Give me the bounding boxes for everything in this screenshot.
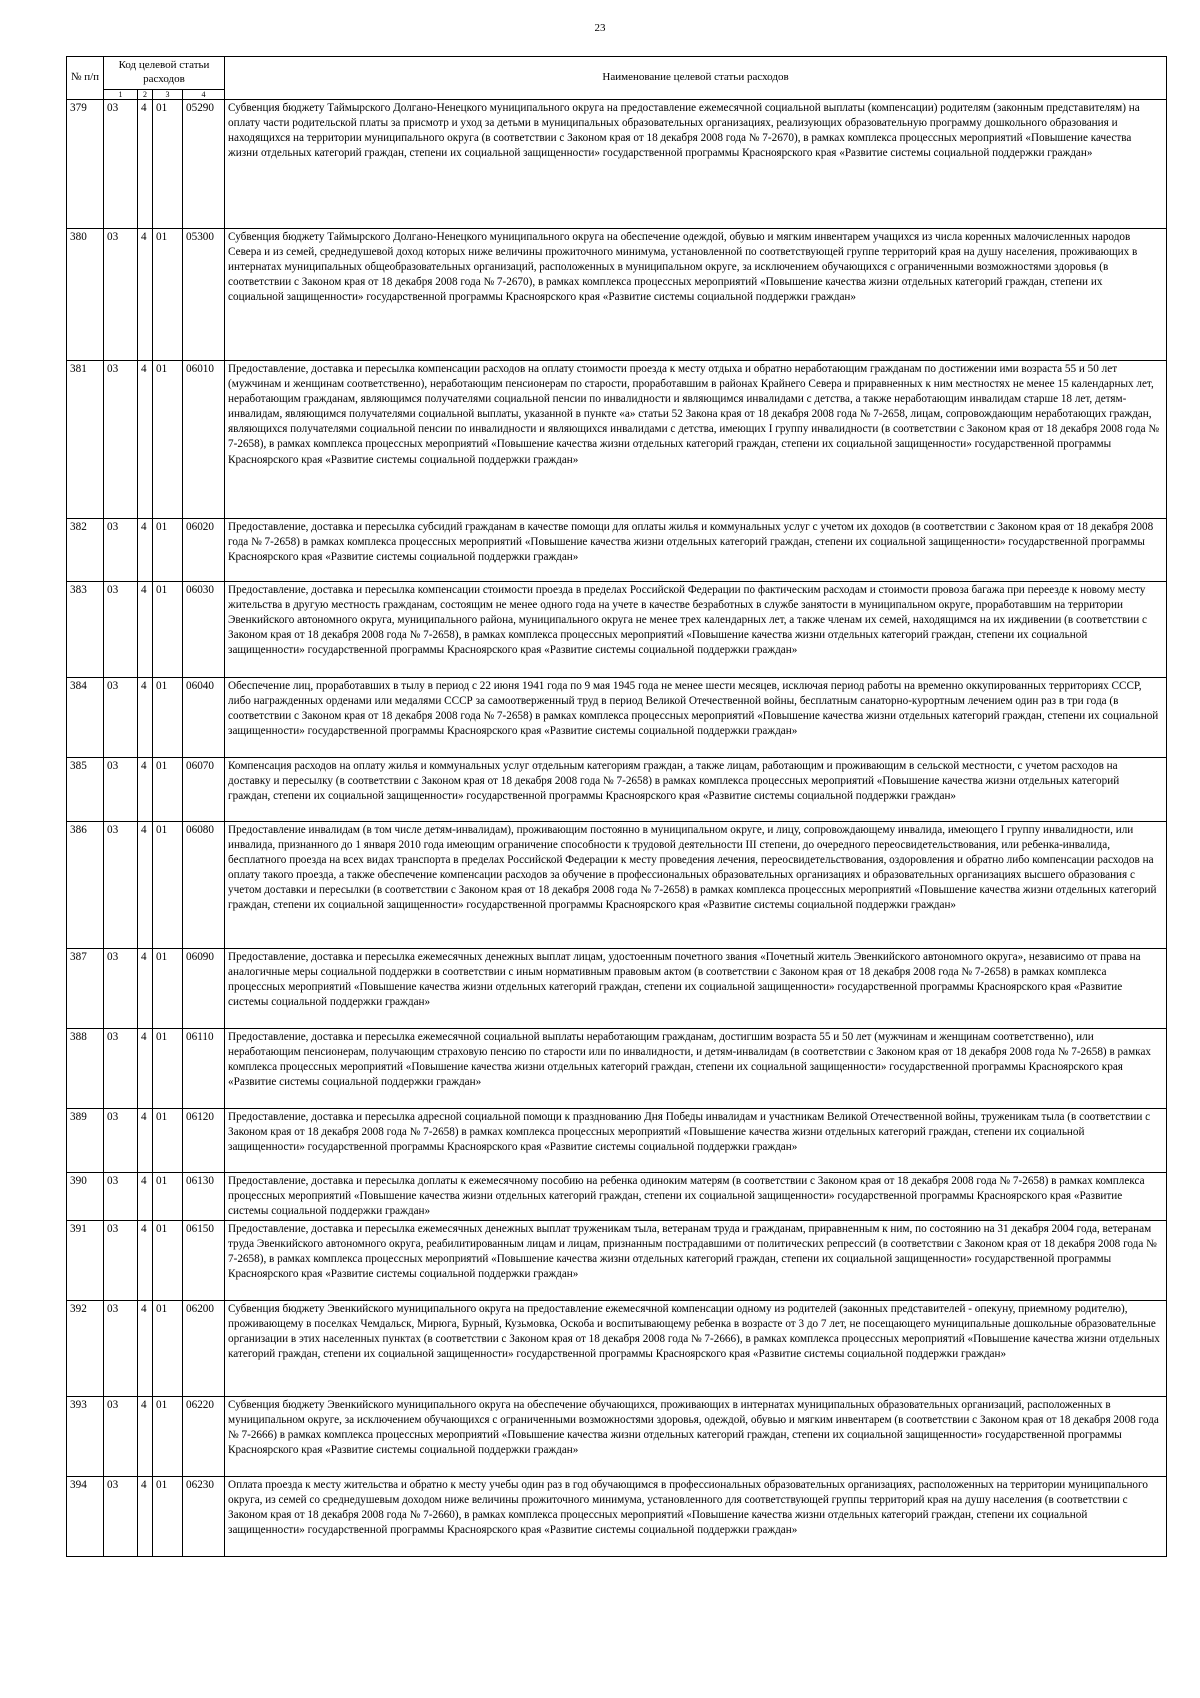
header-col-number: 4 [183, 90, 225, 100]
code-part-3: 01 [153, 1397, 183, 1477]
header-col-number: 3 [153, 90, 183, 100]
code-part-2: 4 [138, 100, 153, 229]
code-part-2: 4 [138, 1397, 153, 1477]
code-part-4: 06220 [183, 1397, 225, 1477]
code-part-1: 03 [104, 1397, 138, 1477]
code-part-3: 01 [153, 1477, 183, 1557]
code-part-4: 06080 [183, 822, 225, 949]
code-part-1: 03 [104, 229, 138, 361]
row-description: Компенсация расходов на оплату жилья и коммунальных услуг отдельным категориям граждан, а также лицам, работающим и проживающим в сельской местности, с учетом расходов на доставку и пересылку (в соответствии с Законом края от 18 декабря 2008 года № 7-2658) в рамках комплекса процессных мероприятий «Повышение качества жизни отдельных категорий граждан, степени их социальной защищенности» государственной программы Красноярского края «Развитие системы социальной поддержки граждан» [225, 758, 1167, 822]
code-part-2: 4 [138, 1221, 153, 1301]
code-part-4: 06030 [183, 582, 225, 678]
code-part-3: 01 [153, 229, 183, 361]
row-description: Субвенция бюджету Эвенкийского муниципального округа на предоставление ежемесячной компенсации одному из родителей (законных представителей - опекуну, приемному родителю), проживающему в поселках Чемдальск, Мирюга, Бурный, Кузьмовка, Оскоба и воспитывающему ребенка в возрасте от 3 до 7 лет, не посещающего муниципальные дошкольные образовательные организации в этих населенных пунктах (в соответствии с Законом края от 18 декабря 2008 года № 7-2666), в рамках комплекса процессных мероприятий «Повышение качества жизни отдельных категорий граждан, степени их социальной защищенности» государственной программы Красноярского края «Развитие системы социальной поддержки граждан» [225, 1301, 1167, 1397]
row-description: Оплата проезда к месту жительства и обратно к месту учебы один раз в год обучающимся в профессиональных образовательных организациях, расположенных на территории муниципального округа, из семей со среднедушевым доходом ниже величины прожиточного минимума, установленного для соответствующей группы территорий края на душу населения (в соответствии с Законом края от 18 декабря 2008 года № 7-2660), в рамках комплекса процессных мероприятий «Повышение качества жизни отдельных категорий граждан, степени их социальной защищенности» государственной программы Красноярского края «Развитие системы социальной поддержки граждан» [225, 1477, 1167, 1557]
table-row [67, 100, 1167, 229]
row-description: Предоставление, доставка и пересылка ежемесячных денежных выплат лицам, удостоенным почетного звания «Почетный житель Эвенкийского автономного округа», независимо от права на аналогичные меры социальной поддержки в соответствии с иным нормативным правовым актом (в соответствии с Законом края от 18 декабря 2008 года № 7-2658) в рамках комплекса процессных мероприятий «Повышение качества жизни отдельных категорий граждан, степени их социальной защищенности» государственной программы Красноярского края «Развитие системы социальной поддержки граждан» [225, 949, 1167, 1029]
code-part-4: 05290 [183, 100, 225, 229]
row-number: 382 [67, 519, 104, 582]
row-description: Предоставление, доставка и пересылка доплаты к ежемесячному пособию на ребенка одиноким матерям (в соответствии с Законом края от 18 декабря 2008 года № 7-2658) в рамках комплекса процессных мероприятий «Повышение качества жизни отдельных категорий граждан, степени их социальной защищенности» государственной программы Красноярского края «Развитие системы социальной поддержки граждан» [225, 1173, 1167, 1221]
code-part-2: 4 [138, 678, 153, 758]
code-part-3: 01 [153, 1109, 183, 1173]
code-part-4: 06230 [183, 1477, 225, 1557]
code-part-3: 01 [153, 1221, 183, 1301]
row-description: Субвенция бюджету Эвенкийского муниципального округа на обеспечение обучающихся, проживающих в интернатах муниципальных образовательных организаций, расположенных в муниципальном округе, за исключением обучающихся с ограниченными возможностями здоровья, одеждой, обувью и мягким инвентарем (в соответствии с Законом края от 18 декабря 2008 года № 7-2666) в рамках комплекса процессных мероприятий «Повышение качества жизни отдельных категорий граждан, степени их социальной защищенности» государственной программы Красноярского края «Развитие системы социальной поддержки граждан» [225, 1397, 1167, 1477]
row-description: Предоставление, доставка и пересылка ежемесячных денежных выплат труженикам тыла, ветеранам труда и гражданам, приравненным к ним, по состоянию на 31 декабря 2004 года, ветеранам труда Эвенкийского автономного округа, реабилитированным лицам и лицам, признанным пострадавшими от политических репрессий (в соответствии с Законом края от 18 декабря 2008 года № 7-2658), в рамках комплекса процессных мероприятий «Повышение качества жизни отдельных категорий граждан, степени их социальной защищенности» государственной программы Красноярского края «Развитие системы социальной поддержки граждан» [225, 1221, 1167, 1301]
code-part-1: 03 [104, 1221, 138, 1301]
row-number: 388 [67, 1029, 104, 1109]
row-number: 386 [67, 822, 104, 949]
code-part-4: 06120 [183, 1109, 225, 1173]
code-part-2: 4 [138, 822, 153, 949]
row-description: Предоставление, доставка и пересылка ежемесячной социальной выплаты неработающим гражданам, достигшим возраста 55 и 50 лет (мужчинам и женщинам соответственно), или неработающим пенсионерам, получающим страховую пенсию по старости или по инвалидности, и детям-инвалидам (в соответствии с Законом края от 18 декабря 2008 года № 7-2658) в рамках комплекса процессных мероприятий «Повышение качества жизни отдельных категорий граждан, степени их социальной защищенности» государственной программы Красноярского края «Развитие системы социальной поддержки граждан» [225, 1029, 1167, 1109]
code-part-3: 01 [153, 678, 183, 758]
row-number: 380 [67, 229, 104, 361]
row-number: 389 [67, 1109, 104, 1173]
table-body [67, 100, 1167, 1557]
code-part-2: 4 [138, 1477, 153, 1557]
code-part-1: 03 [104, 519, 138, 582]
page-number: 23 [594, 22, 606, 34]
code-part-3: 01 [153, 758, 183, 822]
code-part-2: 4 [138, 949, 153, 1029]
row-description: Предоставление, доставка и пересылка субсидий гражданам в качестве помощи для оплаты жилья и коммунальных услуг с учетом их доходов (в соответствии с Законом края от 18 декабря 2008 года № 7-2658) в рамках комплекса процессных мероприятий «Повышение качества жизни отдельных категорий граждан, степени их социальной защищенности» государственной программы Красноярского края «Развитие системы социальной поддержки граждан» [225, 519, 1167, 582]
table-row [67, 582, 1167, 678]
table-row [67, 758, 1167, 822]
code-part-1: 03 [104, 1173, 138, 1221]
code-part-4: 06090 [183, 949, 225, 1029]
code-part-1: 03 [104, 1301, 138, 1397]
row-number: 383 [67, 582, 104, 678]
code-part-2: 4 [138, 361, 153, 519]
code-part-1: 03 [104, 1109, 138, 1173]
code-part-3: 01 [153, 519, 183, 582]
code-part-1: 03 [104, 582, 138, 678]
code-part-3: 01 [153, 1029, 183, 1109]
table-row [67, 949, 1167, 1029]
code-part-1: 03 [104, 1029, 138, 1109]
row-description: Предоставление, доставка и пересылка компенсации расходов на оплату стоимости проезда к месту отдыха и обратно неработающим гражданам по достижении ими возраста 55 и 50 лет (мужчинам и женщинам соответственно), неработающим пенсионерам по старости, проработавшим в районах Крайнего Севера и приравненных к ним местностях не менее 15 календарных лет, неработающим гражданам, являющимся получателями социальной пенсии по инвалидности и являющимся инвалидами с детства, а также неработающим инвалидам старше 18 лет, детям-инвалидам, являющимся получателями социальной выплаты, указанной в пункте «а» статьи 52 Закона края от 18 декабря 2008 года № 7-2658, лицам, сопровождающим неработающих граждан, являющихся получателями социальной пенсии по инвалидности и являющихся инвалидами с детства, имеющих I группу инвалидности (в соответствии с Законом края от 18 декабря 2008 года № 7-2658), в рамках комплекса процессных мероприятий «Повышение качества жизни отдельных категорий граждан, степени их социальной защищенности» государственной программы Красноярского края «Развитие системы социальной поддержки граждан» [225, 361, 1167, 519]
code-part-3: 01 [153, 1173, 183, 1221]
table-row [67, 1173, 1167, 1221]
code-part-2: 4 [138, 758, 153, 822]
code-part-2: 4 [138, 519, 153, 582]
table-row [67, 822, 1167, 949]
header-col-number: 2 [138, 90, 153, 100]
row-number: 393 [67, 1397, 104, 1477]
code-part-1: 03 [104, 822, 138, 949]
row-number: 379 [67, 100, 104, 229]
row-number: 381 [67, 361, 104, 519]
code-part-1: 03 [104, 361, 138, 519]
row-description: Обеспечение лиц, проработавших в тылу в период с 22 июня 1941 года по 9 мая 1945 года не менее шести месяцев, исключая период работы на временно оккупированных территориях СССР, либо награжденных орденами или медалями СССР за самоотверженный труд в период Великой Отечественной войны, бесплатным санаторно-курортным лечением один раз в три года (в соответствии с Законом края от 18 декабря 2008 года № 7-2658) в рамках комплекса процессных мероприятий «Повышение качества жизни отдельных категорий граждан, степени их социальной защищенности» государственной программы Красноярского края «Развитие системы социальной поддержки граждан» [225, 678, 1167, 758]
code-part-2: 4 [138, 1301, 153, 1397]
code-part-4: 06130 [183, 1173, 225, 1221]
header-code: Код целевой статьи расходов [104, 57, 225, 90]
code-part-4: 06110 [183, 1029, 225, 1109]
code-part-2: 4 [138, 1029, 153, 1109]
code-part-4: 06150 [183, 1221, 225, 1301]
code-part-4: 06040 [183, 678, 225, 758]
code-part-2: 4 [138, 1109, 153, 1173]
table-row [67, 361, 1167, 519]
row-description: Субвенция бюджету Таймырского Долгано-Ненецкого муниципального округа на обеспечение одеждой, обувью и мягким инвентарем учащихся из числа коренных малочисленных народов Севера и из семей, среднедушевой доход которых ниже величины прожиточного минимума, установленной по соответствующей группе территорий края на душу населения, проживающих в интернатах муниципальных общеобразовательных организаций, расположенных в муниципальном округе, за исключением обучающихся с ограниченными возможностями здоровья (в соответствии с Законом края от 18 декабря 2008 года № 7-2670), в рамках комплекса процессных мероприятий «Повышение качества жизни отдельных категорий граждан, степени их социальной защищенности» государственной программы Красноярского края «Развитие системы социальной поддержки граждан» [225, 229, 1167, 361]
table-row [67, 1221, 1167, 1301]
row-description: Предоставление, доставка и пересылка адресной социальной помощи к празднованию Дня Победы инвалидам и участникам Великой Отечественной войны, труженикам тыла (в соответствии с Законом края от 18 декабря 2008 года № 7-2658) в рамках комплекса процессных мероприятий «Повышение качества жизни отдельных категорий граждан, степени их социальной защищенности» государственной программы Красноярского края «Развитие системы социальной поддержки граждан» [225, 1109, 1167, 1173]
code-part-3: 01 [153, 100, 183, 229]
row-description: Предоставление инвалидам (в том числе детям-инвалидам), проживающим постоянно в муниципальном округе, и лицу, сопровождающему инвалида, имеющего I группу инвалидности, или инвалида, признанного до 1 января 2010 года имеющим ограничение способности к трудовой деятельности III степени, до очередного переосвидетельствования, или ребенка-инвалида, бесплатного проезда на всех видах транспорта в пределах Российской Федерации к месту проведения лечения, переосвидетельствования, оздоровления и обратно либо компенсации расходов на оплату такого проезда, а также обеспечение компенсации расходов за обучение в профессиональных образовательных организациях и образовательных организациях высшего образования с учетом доставки и пересылки (в соответствии с Законом края от 18 декабря 2008 года № 7-2658) в рамках комплекса процессных мероприятий «Повышение качества жизни отдельных категорий граждан, степени их социальной защищенности» государственной программы Красноярского края «Развитие системы социальной поддержки граждан» [225, 822, 1167, 949]
header-col-number: 1 [104, 90, 138, 100]
row-description: Предоставление, доставка и пересылка компенсации стоимости проезда в пределах Российской Федерации по фактическим расходам и стоимости провоза багажа при переезде к новому месту жительства в другую местность гражданам, состоящим не менее одного года на учете в качестве безработных в службе занятости в муниципальном округе, проработавшим на территории Эвенкийского автономного округа, муниципального района, муниципального округа не менее трех календарных лет, а также членам их семей, находящимся на их иждивении (в соответствии с Законом края от 18 декабря 2008 года № 7-2658), в рамках комплекса процессных мероприятий «Повышение качества жизни отдельных категорий граждан, степени их социальной защищенности» государственной программы Красноярского края «Развитие системы социальной поддержки граждан» [225, 582, 1167, 678]
table-row [67, 1397, 1167, 1477]
table-row [67, 1477, 1167, 1557]
row-number: 390 [67, 1173, 104, 1221]
code-part-4: 06200 [183, 1301, 225, 1397]
header-name: Наименование целевой статьи расходов [225, 57, 1167, 100]
row-description: Субвенция бюджету Таймырского Долгано-Ненецкого муниципального округа на предоставление ежемесячной социальной выплаты (компенсации) родителям (законным представителям) на оплату части родительской платы за присмотр и уход за детьми в муниципальных образовательных организациях, реализующих образовательную программу дошкольного образования и находящихся на территории муниципального округа (в соответствии с Законом края от 18 декабря 2008 года № 7-2670), в рамках комплекса процессных мероприятий «Повышение качества жизни отдельных категорий граждан, степени их социальной защищенности» государственной программы Красноярского края «Развитие системы социальной поддержки граждан» [225, 100, 1167, 229]
code-part-1: 03 [104, 100, 138, 229]
code-part-4: 06070 [183, 758, 225, 822]
code-part-1: 03 [104, 1477, 138, 1557]
code-part-3: 01 [153, 1301, 183, 1397]
row-number: 392 [67, 1301, 104, 1397]
code-part-2: 4 [138, 1173, 153, 1221]
table-row [67, 229, 1167, 361]
table-row [67, 1029, 1167, 1109]
code-part-1: 03 [104, 949, 138, 1029]
header-number: № п/п [67, 57, 104, 100]
row-number: 391 [67, 1221, 104, 1301]
row-number: 385 [67, 758, 104, 822]
code-part-1: 03 [104, 758, 138, 822]
code-part-2: 4 [138, 229, 153, 361]
code-part-3: 01 [153, 822, 183, 949]
code-part-3: 01 [153, 949, 183, 1029]
code-part-2: 4 [138, 582, 153, 678]
table-row [67, 519, 1167, 582]
row-number: 384 [67, 678, 104, 758]
row-number: 394 [67, 1477, 104, 1557]
row-number: 387 [67, 949, 104, 1029]
table-row [67, 1109, 1167, 1173]
code-part-3: 01 [153, 361, 183, 519]
code-part-4: 06010 [183, 361, 225, 519]
code-part-3: 01 [153, 582, 183, 678]
table-row [67, 1301, 1167, 1397]
budget-table [66, 56, 1167, 1557]
code-part-4: 06020 [183, 519, 225, 582]
code-part-1: 03 [104, 678, 138, 758]
table-row [67, 678, 1167, 758]
code-part-4: 05300 [183, 229, 225, 361]
